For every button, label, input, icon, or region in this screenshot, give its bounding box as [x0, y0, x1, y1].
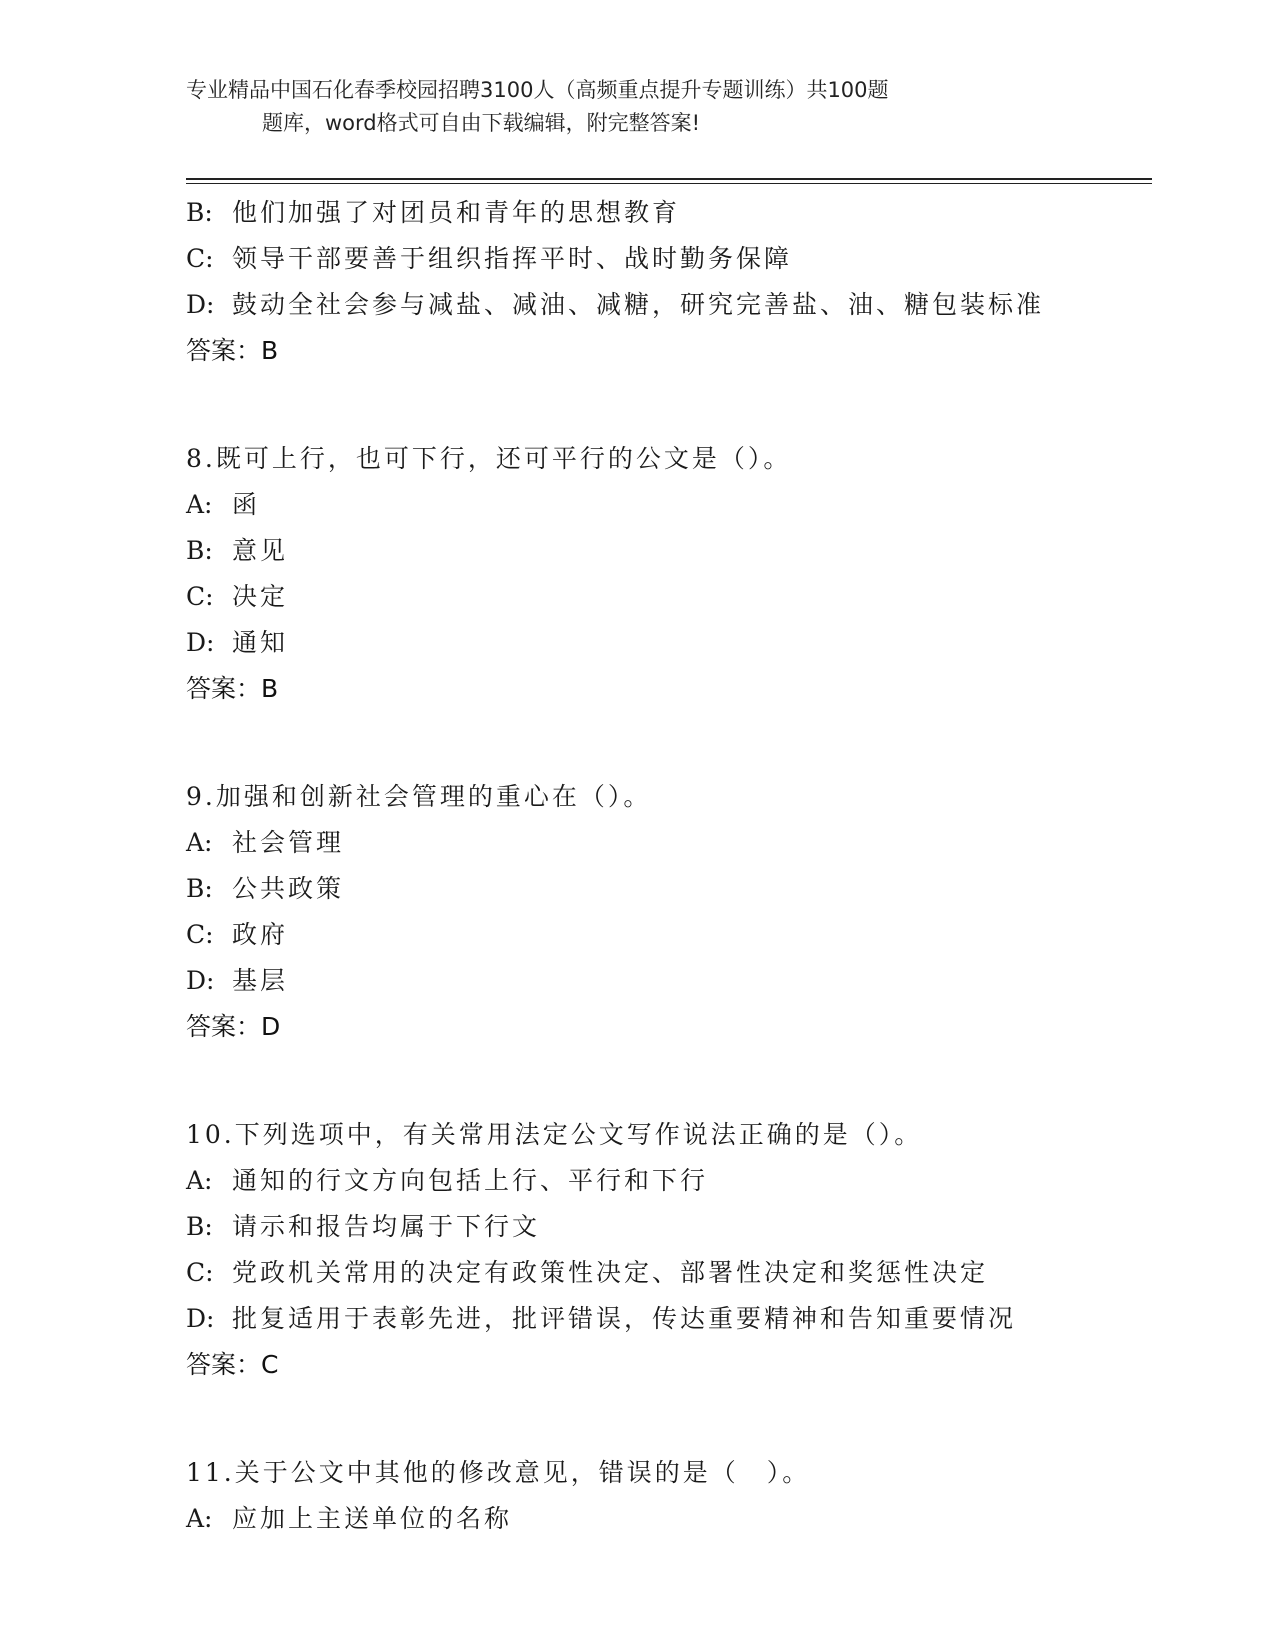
- question-9: [186, 774, 1152, 1050]
- question-11: [186, 1450, 1152, 1542]
- option-c: [186, 236, 1152, 282]
- option-text: 社会管理: [232, 828, 345, 857]
- option-a: [186, 820, 1152, 866]
- question-7: [186, 190, 1152, 374]
- option-text: 通知: [232, 628, 289, 657]
- answer: 答案：C: [186, 1350, 279, 1379]
- option-label: B:: [186, 198, 213, 227]
- option-label: A:: [186, 490, 213, 519]
- option-text: 请示和报告均属于下行文: [232, 1212, 541, 1241]
- option-text: 他们加强了对团员和青年的思想教育: [232, 198, 681, 227]
- option-b: [186, 866, 1152, 912]
- option-text: 鼓动全社会参与减盐、减油、减糖，研究完善盐、油、糖包装标准: [232, 290, 1045, 319]
- option-b: [186, 528, 1152, 574]
- option-label: A:: [186, 828, 213, 857]
- option-text: 党政机关常用的决定有政策性决定、部署性决定和奖惩性决定: [232, 1258, 989, 1287]
- document-header: [186, 74, 1046, 140]
- option-label: D:: [186, 1304, 215, 1333]
- option-label: C:: [186, 920, 214, 949]
- question-10: [186, 1112, 1152, 1388]
- option-b: [186, 1204, 1152, 1250]
- option-label: D:: [186, 290, 215, 319]
- question-list: [186, 190, 1152, 1542]
- option-text: 政府: [232, 920, 289, 949]
- question-title: 8.既可上行，也可下行，还可平行的公文是（）。: [186, 444, 792, 473]
- option-label: D:: [186, 628, 215, 657]
- answer: 答案：B: [186, 336, 279, 365]
- option-b: [186, 190, 1152, 236]
- option-label: A:: [186, 1504, 213, 1533]
- option-text: 应加上主送单位的名称: [232, 1504, 513, 1533]
- option-text: 基层: [232, 966, 289, 995]
- option-label: B:: [186, 536, 213, 565]
- answer: 答案：B: [186, 674, 279, 703]
- option-text: 通知的行文方向包括上行、平行和下行: [232, 1166, 709, 1195]
- option-c: [186, 1250, 1152, 1296]
- option-text: 批复适用于表彰先进，批评错误，传达重要精神和告知重要情况: [232, 1304, 1017, 1333]
- option-label: C:: [186, 244, 214, 273]
- option-label: B:: [186, 1212, 213, 1241]
- option-text: 领导干部要善于组织指挥平时、战时勤务保障: [232, 244, 793, 273]
- option-label: C:: [186, 582, 214, 611]
- option-label: D:: [186, 966, 215, 995]
- option-label: A:: [186, 1166, 213, 1195]
- header-line-1: 专业精品中国石化春季校园招聘3100人（高频重点提升专题训练）共100题: [186, 78, 889, 102]
- option-label: B:: [186, 874, 213, 903]
- option-d: [186, 620, 1152, 666]
- question-8: [186, 436, 1152, 712]
- answer: 答案：D: [186, 1012, 281, 1041]
- question-title: 11.关于公文中其他的修改意见，错误的是（ ）。: [186, 1458, 811, 1487]
- option-d: [186, 958, 1152, 1004]
- option-text: 函: [232, 490, 261, 519]
- option-a: [186, 482, 1152, 528]
- header-line-2: 题库，word格式可自由下载编辑，附完整答案!: [262, 111, 701, 135]
- question-title: 10.下列选项中，有关常用法定公文写作说法正确的是（）。: [186, 1120, 923, 1149]
- option-label: C:: [186, 1258, 214, 1287]
- option-c: [186, 912, 1152, 958]
- header-rule-bottom: [186, 183, 1152, 184]
- option-d: [186, 282, 1152, 328]
- option-a: [186, 1496, 1152, 1542]
- option-text: 决定: [232, 582, 289, 611]
- header-rule-top: [186, 178, 1152, 180]
- option-a: [186, 1158, 1152, 1204]
- option-text: 意见: [232, 536, 289, 565]
- option-c: [186, 574, 1152, 620]
- option-d: [186, 1296, 1152, 1342]
- option-text: 公共政策: [232, 874, 345, 903]
- question-title: 9.加强和创新社会管理的重心在（）。: [186, 782, 652, 811]
